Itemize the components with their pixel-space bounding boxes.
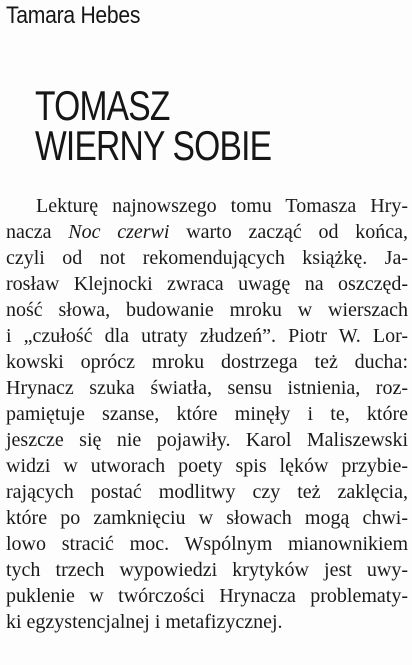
body-text-run: nacza [6, 221, 52, 243]
book-title-italic: Noc czerwi [68, 221, 170, 243]
body-line: widzi w utworach poety spis lęków przybie- [6, 455, 408, 477]
title-line-2: WIERNY SOBIE [35, 122, 272, 169]
body-line: rosław Klejnocki zwraca uwagę na oszczęd- [6, 273, 408, 295]
body-line: kowski oprócz mroku dostrzega też ducha: [6, 351, 408, 373]
body-line: Hrynacz szuka światła, sensu istnienia, roz- [6, 377, 408, 399]
body-line: i „czułość dla utraty złudzeń”. Piotr W. Lor- [6, 325, 408, 347]
body-line: tych trzech wypowiedzi krytyków jest uwy- [6, 559, 408, 581]
body-line [6, 219, 408, 245]
body-line: czyli od not rekomendujących książkę. Ja- [6, 247, 408, 269]
body-line: puklenie w twórczości Hrynacza problematy- [6, 585, 408, 607]
body-line: Lekturę najnowszego tomu Tomasza Hry- [36, 195, 408, 217]
body-line: jeszcze się nie pojawiły. Karol Maliszewski [6, 429, 408, 451]
author-name: Tamara Hebes [6, 2, 141, 29]
body-text-run: warto zacząć od końca, [186, 221, 408, 243]
body-line: które po zamknięciu w słowach mogą chwi- [6, 507, 408, 529]
article-body [6, 193, 408, 635]
body-line: pamiętuje szanse, które minęły i te, które [6, 403, 408, 425]
body-line: lowo stracić moc. Wspólnym mianownikiem [6, 533, 408, 555]
body-line: ki egzystencjalnej i metafizycznej. [6, 611, 283, 633]
article-title [35, 82, 272, 169]
body-line: rających postać modlitwy czy też zaklęcia, [6, 481, 408, 503]
body-line: ność słowa, budowanie mroku w wierszach [6, 299, 408, 321]
title-line-1: TOMASZ [35, 82, 170, 129]
